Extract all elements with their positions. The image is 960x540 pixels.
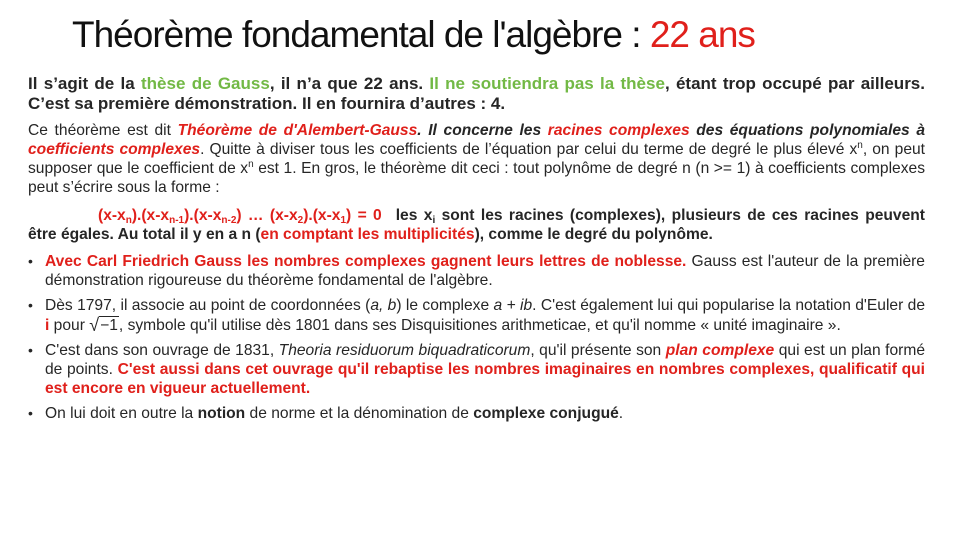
bullet-icon: • bbox=[28, 342, 33, 358]
bullet-item: • On lui doit en outre la notion de norme et la dénomination de complexe conjugué. bbox=[28, 405, 624, 422]
multiplicites: en comptant les multiplicités bbox=[260, 226, 475, 243]
bullet-icon: • bbox=[28, 405, 33, 421]
bullet-icon: • bbox=[28, 253, 33, 269]
slide-content bbox=[28, 74, 925, 429]
formula-paragraph: $(x-x_n).(x-x_{n-1}).(x-x_{n-2})$ … $(x-x_2).(x-x_1) = 0$ les $x_i$ sont les racines (complexes), plusieurs de ces racines peuvent être égales. Au total il y en a n (en comptant les multiplicités), comme le degré du polynôme. bbox=[28, 207, 925, 243]
slide-title bbox=[72, 14, 755, 56]
bullet-icon: • bbox=[28, 297, 33, 313]
coefficients-complexes: coefficients complexes bbox=[28, 141, 201, 158]
title-age: 22 ans bbox=[649, 14, 755, 55]
complexe-conjugue: complexe conjugué bbox=[473, 405, 619, 422]
theorem-name: Théorème de d'Alembert-Gauss bbox=[177, 122, 418, 139]
no-defense-note: Il ne soutiendra pas la thèse bbox=[429, 74, 665, 93]
theorem-paragraph: Ce théorème est dit Théorème de d'Alembert-Gauss. Il concerne les racines complexes des équations polynomiales à coefficients complexes. Quitte à diviser tous les coefficients de l’équation par celui du terme de degré le plus élevé $x^n$, on peut supposer que le coefficient de $x^n$ est 1. En gros, le théorème dit ceci : tout polynôme de degré n (n >= 1) à coefficients complexes peut s’écrire sous la forme : bbox=[28, 122, 925, 196]
bullet-item: • Dès 1797, il associe au point de coordonnées (a, b) le complexe a + ib. C'est également lui qui popularise la notation d'Euler de i pour √−1, symbole qu'il utilise dès 1801 dans ses Disquisitiones arithmeticae, et qu'il nomme « unité imaginaire ». bbox=[28, 297, 925, 335]
polynomial-formula: $(x-x_n).(x-x_{n-1}).(x-x_{n-2})$ … $(x-x_2).(x-x_1) = 0$ bbox=[98, 207, 382, 226]
bullet-item: • C'est dans son ouvrage de 1831, Theoria residuorum biquadraticorum, qu'il présente son plan complexe qui est un plan formé de points. C'est aussi dans cet ouvrage qu'il rebaptise les nombres imaginaires en nombres complexes, qualificatif qui est encore en vigueur actuellement. bbox=[28, 342, 925, 397]
intro-paragraph: Il s’agit de la thèse de Gauss, il n’a que 22 ans. Il ne soutiendra pas la thèse, étant trop occupé par ailleurs. C’est sa première démonstration. Il en fournira d’autres : 4. bbox=[28, 74, 925, 113]
sqrt-icon: √ bbox=[89, 315, 100, 335]
racines-complexes: racines complexes bbox=[547, 122, 690, 139]
sqrt-minus-one: √−1 bbox=[89, 315, 118, 335]
plan-complexe: plan complexe bbox=[665, 342, 775, 359]
these-de-gauss: thèse de Gauss bbox=[141, 74, 270, 93]
imaginary-unit: i bbox=[45, 317, 50, 334]
title-text: Théorème fondamental de l'algèbre : bbox=[72, 14, 641, 55]
book-title: Theoria residuorum biquadraticorum bbox=[278, 342, 531, 359]
bullet-item: • Avec Carl Friedrich Gauss les nombres complexes gagnent leurs lettres de noblesse. Gauss est l'auteur de la première démonstration rigoureuse du théorème fondamental de l'algèbre. bbox=[28, 253, 925, 289]
bullet-list bbox=[28, 252, 925, 423]
